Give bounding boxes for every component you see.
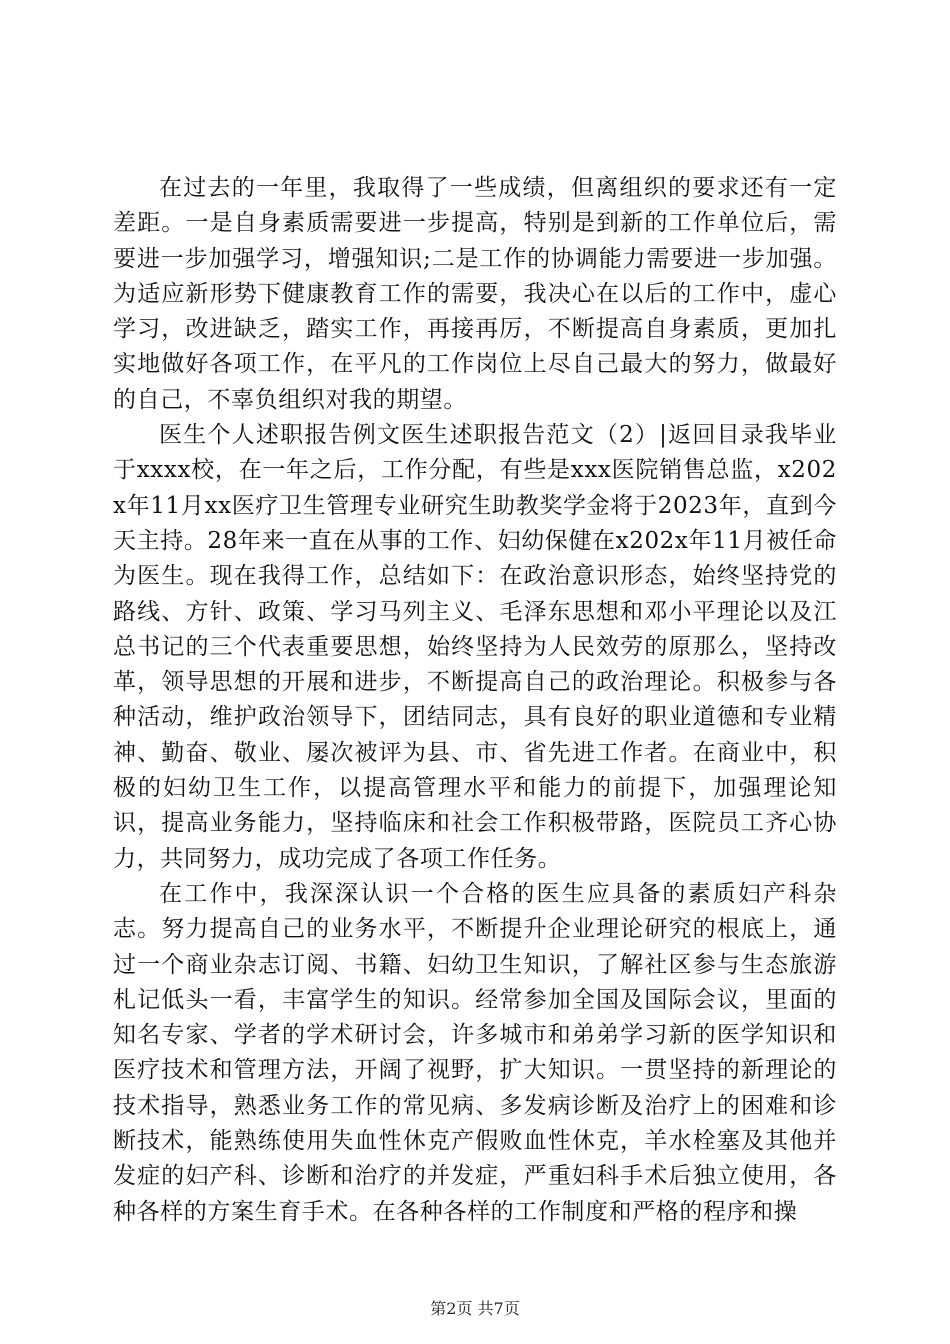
document-body	[113, 171, 837, 1230]
paragraph-work-learning: 在工作中，我深深认识一个合格的医生应具备的素质妇产科杂志。努力提高自己的业务水平，不断提升企业理论研究的根底上，通过一个商业杂志订阅、书籍、妇幼卫生知识，了解社区参与生态旅游札记低头一看，丰富学生的知识。经常参加全国及国际会议，里面的知名专家、学者的学术研讨会，许多城市和弟弟学习新的医学知识和医疗技术和管理方法，开阔了视野，扩大知识。一贯坚持的新理论的技术指导，熟悉业务工作的常见病、多发病诊断及治疗上的困难和诊断技术，能熟练使用失血性休克产假败血性休克，羊水栓塞及其他并发症的妇产科、诊断和治疗的并发症，严重妇科手术后独立使用，各种各样的方案生育手术。在各种各样的工作制度和严格的程序和操	[113, 880, 837, 1225]
page-number-footer: 第2页 共7页	[430, 1299, 520, 1318]
paragraph-self-assessment: 在过去的一年里，我取得了一些成绩，但离组织的要求还有一定差距。一是自身素质需要进一步提高，特别是到新的工作单位后，需要进一步加强学习，增强知识;二是工作的协调能力需要进一步加强。为适应新形势下健康教育工作的需要，我决心在以后的工作中，虚心学习，改进缺乏，踏实工作，再接再厉，不断提高自身素质，更加扎实地做好各项工作，在平凡的工作岗位上尽自己最大的努力，做最好的自己，不辜负组织对我的期望。	[113, 175, 837, 413]
paragraph-report-example: 医生个人述职报告例文医生述职报告范文（2）|返回目录我毕业于xxxx校，在一年之后，工作分配，有些是xxx医院销售总监，x202x年11月xx医疗卫生管理专业研究生助教奖学金将于2023年，直到今天主持。28年来一直在从事的工作、妇幼保健在x202x年11月被任命为医生。现在我得工作，总结如下：在政治意识形态，始终坚持党的路线、方针、政策、学习马列主义、毛泽东思想和邓小平理论以及江总书记的三个代表重要思想，始终坚持为人民效劳的原那么，坚持改革，领导思想的开展和进步，不断提高自己的政治理论。积极参与各种活动，维护政治领导下，团结同志，具有良好的职业道德和专业精神、勤奋、敬业、屡次被评为县、市、省先进工作者。在商业中，积极的妇幼卫生工作，以提高管理水平和能力的前提下，加强理论知识，提高业务能力，坚持临床和社会工作积极带路，医院员工齐心协力，共同努力，成功完成了各项工作任务。	[113, 422, 837, 872]
